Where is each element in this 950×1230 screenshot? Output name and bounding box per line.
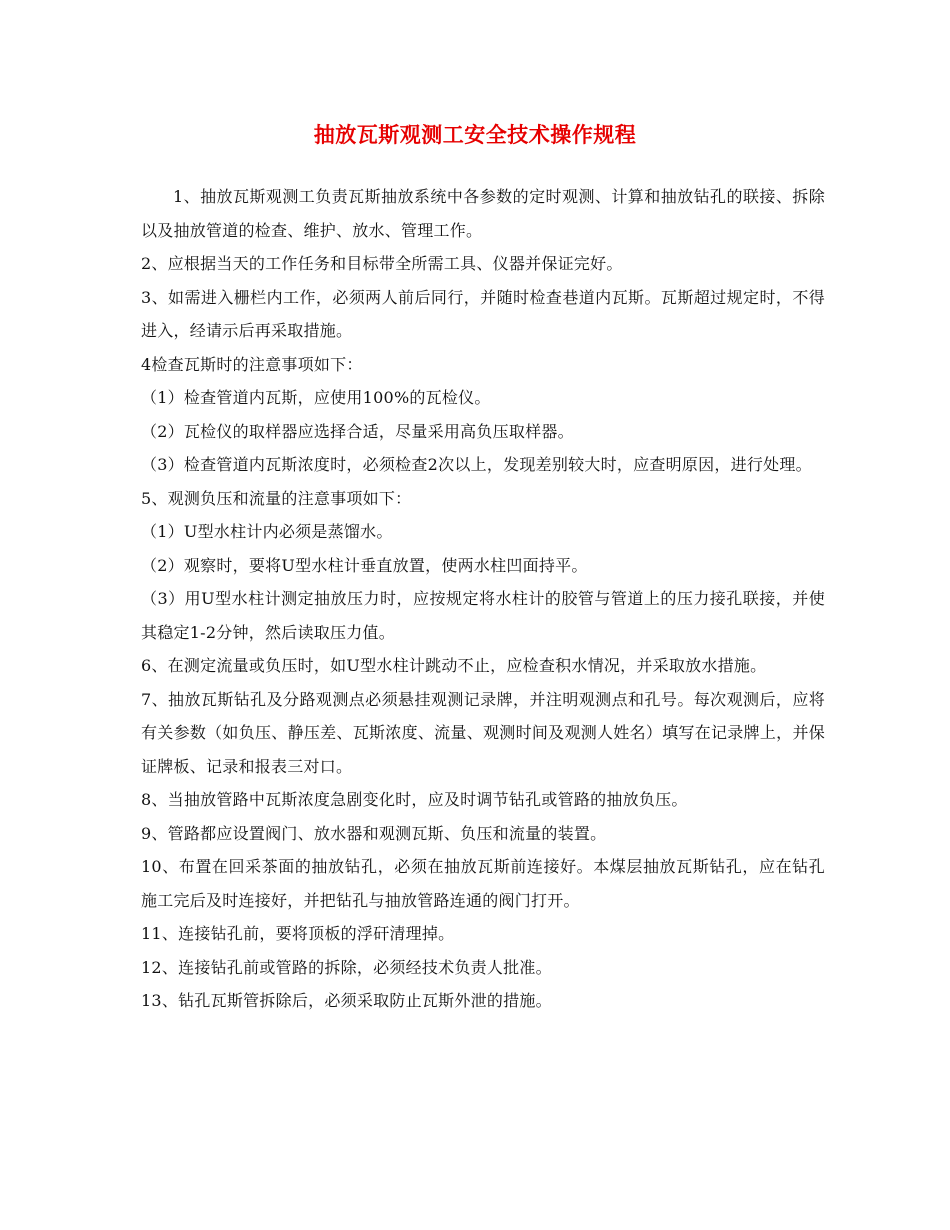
- paragraph: 8、当抽放管路中瓦斯浓度急剧变化时，应及时调节钻孔或管路的抽放负压。: [141, 790, 688, 809]
- list-item: （3）检查管道内瓦斯浓度时，必须检查2次以上，发现差别较大时，应查明原因，进行处理。: [141, 455, 812, 474]
- paragraph: 9、管路都应设置阀门、放水器和观测瓦斯、负压和流量的装置。: [141, 823, 607, 843]
- list-item: （3）用U型水柱计测定抽放压力时，应按规定将水柱计的胶管与管道上的压力接孔联接，并使其稳定1-2分钟，然后读取压力值。: [141, 589, 825, 642]
- paragraph: 7、抽放瓦斯钻孔及分路观测点必须悬挂观测记录牌，并注明观测点和孔号。每次观测后，应将有关参数（如负压、静压差、瓦斯浓度、流量、观测时间及观测人姓名）填写在记录牌上，并保证牌板、记录和报表三对口。: [141, 689, 825, 776]
- paragraph: 10、布置在回采茶面的抽放钻孔，必须在抽放瓦斯前连接好。本煤层抽放瓦斯钻孔，应在钻孔施工完后及时连接好，并把钻孔与抽放管路连通的阀门打开。: [141, 857, 825, 910]
- paragraph: 3、如需进入栅栏内工作，必须两人前后同行，并随时检查巷道内瓦斯。瓦斯超过规定时，不得进入，经请示后再采取措施。: [141, 287, 825, 340]
- list-item: （1）U型水柱计内必须是蒸馏水。: [141, 522, 393, 541]
- list-item: （2）观察时，要将U型水柱计垂直放置，使两水柱凹面持平。: [141, 555, 588, 575]
- paragraph: 6、在测定流量或负压时，如U型水柱计跳动不止，应检查积水情况，并采取放水措施。: [141, 656, 767, 675]
- paragraph: 4检查瓦斯时的注意事项如下：: [141, 354, 363, 374]
- paragraph: 1、抽放瓦斯观测工负责瓦斯抽放系统中各参数的定时观测、计算和抽放钻孔的联接、拆除以及抽放管道的检查、维护、放水、管理工作。: [141, 187, 825, 240]
- paragraph: 13、钻孔瓦斯管拆除后，必须采取防止瓦斯外泄的措施。: [141, 991, 552, 1010]
- page-title: 抽放瓦斯观测工安全技术操作规程: [313, 123, 637, 147]
- document-body: [141, 180, 825, 1018]
- paragraph: 5、观测负压和流量的注意事项如下：: [141, 488, 412, 508]
- paragraph: 2、应根据当天的工作任务和目标带全所需工具、仪器并保证完好。: [141, 254, 623, 273]
- paragraph: 12、连接钻孔前或管路的拆除，必须经技术负责人批准。: [141, 957, 552, 977]
- list-item: （2）瓦检仪的取样器应选择合适，尽量采用高负压取样器。: [141, 421, 574, 441]
- list-item: （1）检查管道内瓦斯，应使用100%的瓦检仪。: [141, 388, 491, 407]
- paragraph: 11、连接钻孔前，要将顶板的浮矸清理掉。: [141, 924, 455, 943]
